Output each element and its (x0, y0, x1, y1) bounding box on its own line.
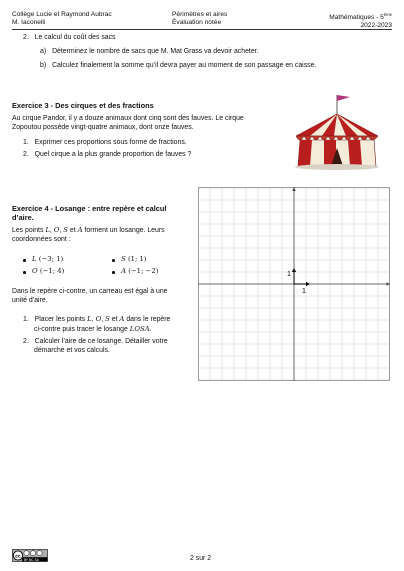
ex3-q1: 1. Exprimer ces proportions sous forme de fractions. (23, 139, 187, 146)
svg-text:cc: cc (15, 554, 21, 560)
point-A-name: A (77, 226, 83, 234)
header-center (172, 11, 227, 27)
ex4-title: Exercice 4 - Losange : entre repère et calcul d’aire. (12, 204, 167, 222)
ex2-sub-b: b) Calculez finalement la somme qu’il devra payer au moment de son passage en caisse. (40, 62, 317, 69)
point-S: S (1; 1) (121, 255, 147, 263)
ex3-intro: Au cirque Pandor, il y a douze animaux dont cinq sont des fauves. Le cirque Zopoutou possède vingt-quatre animaux, dont onze fauves. (12, 115, 244, 131)
point-O: O (−1; 4) (32, 267, 65, 275)
ex3-q2: 2. Quel cirque a la plus grande proportion de fauves ? (23, 151, 192, 158)
school-name: Collège Lucie et Raymond Aubrac (12, 11, 112, 18)
ex2-item2: 2. Le calcul du coût des sacs (23, 34, 116, 41)
unit-label-y: 1 (287, 271, 291, 278)
assessment-type: Évaluation notée (172, 19, 222, 27)
ex4-q2: 2. Calculer l’aire de ce losange. Détailler votre démarche et vos calculs. (23, 338, 168, 354)
chapter-title: Périmètres et aires (172, 11, 228, 18)
point-L-name: L (45, 226, 50, 234)
point-O-name: O (53, 226, 60, 234)
cc-license-text: BY NC SA (24, 557, 39, 562)
cc-license-badge (12, 549, 48, 562)
header-right (329, 11, 392, 31)
bullet-S (112, 259, 115, 262)
page-number: 2 sur 2 (190, 555, 212, 562)
point-L: L (−3; 1) (32, 255, 64, 263)
point-S-name: S (63, 226, 68, 234)
subject-level: Mathématiques - 5ème (329, 12, 392, 22)
school-year: 2022-2023 (360, 22, 392, 30)
bullet-L (23, 259, 26, 262)
point-A: A (−1; −2) (121, 267, 159, 275)
header-left (12, 11, 112, 27)
ex4-intro: Les points L, O, S et A forment un losange. Leurs coordonnées sont : (12, 226, 165, 243)
bullet-A (112, 271, 115, 274)
unit-label-x: 1 (302, 288, 306, 295)
ex2-sub-a: a) Déterminez le nombre de sacs que M. Mat Grass va devoir acheter. (40, 48, 259, 55)
circus-tent-illustration (288, 92, 392, 172)
header-rule (12, 29, 392, 30)
ex4-q1: 1. Placer les points L, O, S et A dans le repère ci-contre puis tracer le losange LOSA. (23, 315, 171, 333)
losange-name: LOSA (129, 324, 150, 333)
ex4-repere-note: Dans le repère ci-contre, un carreau est égal à une unité d’aire. (12, 288, 168, 304)
ex3-title: Exercice 3 - Des cirques et des fractions (12, 101, 154, 110)
coordinate-grid (198, 187, 390, 381)
teacher-name: M. Iaconelli (12, 19, 46, 27)
bullet-O (23, 271, 26, 274)
